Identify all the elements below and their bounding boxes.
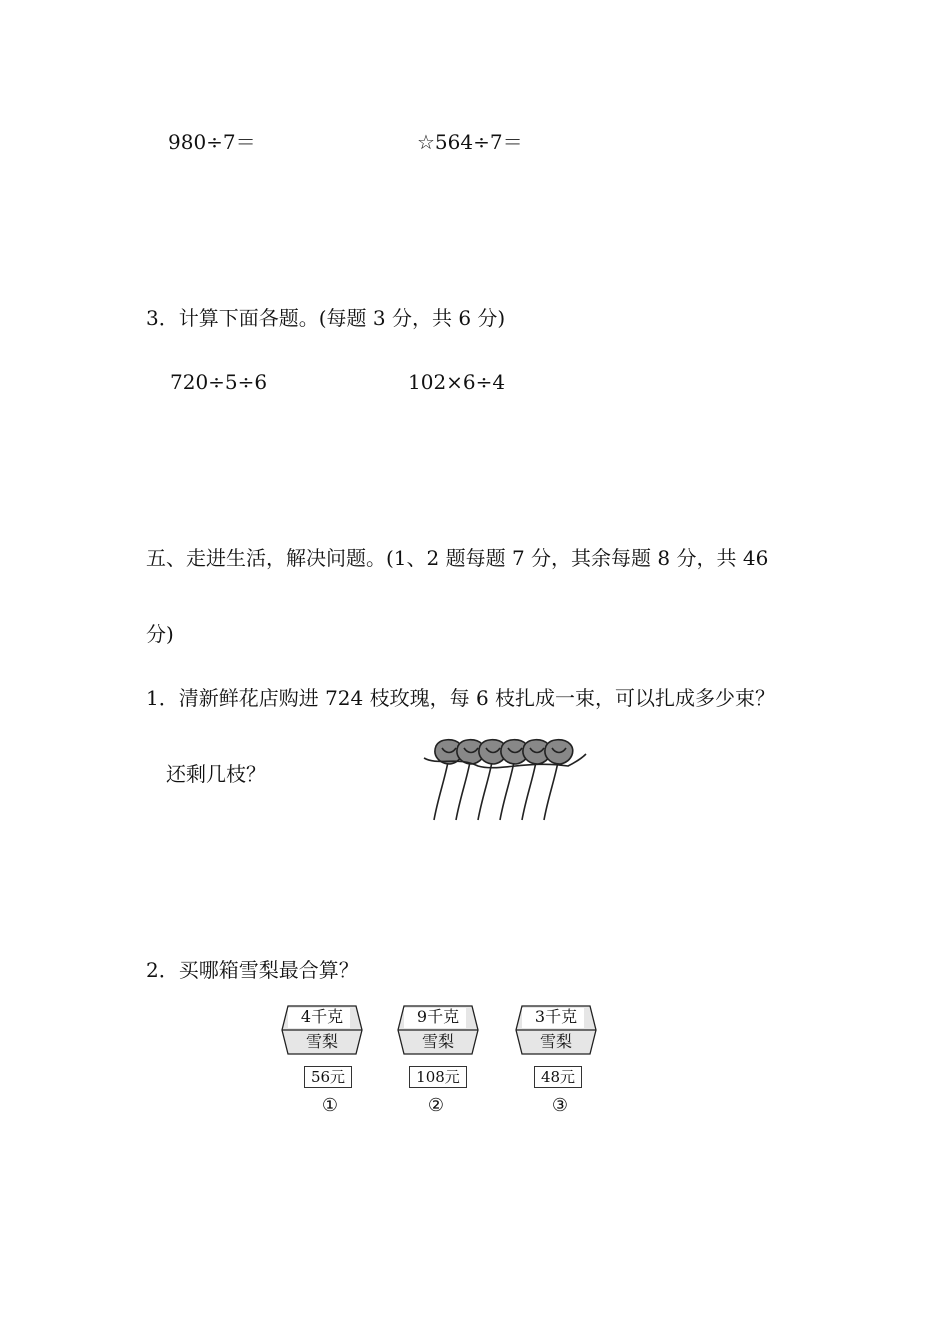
box-3-weight: 3千克 (534, 1007, 578, 1026)
p1-question-cont: 还剩几枝？ (166, 762, 266, 786)
rose-stem (456, 762, 470, 820)
p2-question: 2．买哪箱雪梨最合算？ (146, 958, 359, 982)
box-3-label: ③ (551, 1095, 569, 1116)
q3-expr-left: 720÷5÷6 (170, 370, 268, 394)
box-3-price: 48元 (534, 1066, 582, 1088)
calc-980-div-7: 980÷7＝ (168, 130, 256, 154)
q3-expr-right: 102×6÷4 (408, 370, 506, 394)
rose-stem (522, 762, 536, 820)
rose-stem (434, 762, 448, 820)
box-1-price: 56元 (304, 1066, 352, 1088)
roses-illustration (418, 736, 588, 822)
pear-box-2 (396, 1004, 480, 1056)
section5-title-cont: 分) (146, 622, 174, 646)
box-2-weight: 9千克 (416, 1007, 460, 1026)
q3-title: 3．计算下面各题。(每题 3 分，共 6 分) (146, 306, 506, 330)
box-2-price: 108元 (409, 1066, 467, 1088)
rose-stem (544, 762, 558, 820)
box-2-label: ② (427, 1095, 445, 1116)
box-3-name: 雪梨 (539, 1032, 572, 1051)
section5-title: 五、走进生活，解决问题。(1、2 题每题 7 分，其余每题 8 分，共 46 (146, 546, 769, 570)
box-1-weight: 4千克 (300, 1007, 344, 1026)
box-1-name: 雪梨 (305, 1032, 338, 1051)
box-1-label: ① (321, 1095, 339, 1116)
rose-stem (478, 762, 492, 820)
p1-question: 1．清新鲜花店购进 724 枝玫瑰，每 6 枝扎成一束，可以扎成多少束？ (146, 686, 776, 710)
pear-box-1 (280, 1004, 364, 1056)
box-2-name: 雪梨 (421, 1032, 454, 1051)
calc-564-div-7: ☆564÷7＝ (417, 130, 523, 154)
pear-box-3 (514, 1004, 598, 1056)
rose-stem (500, 762, 514, 820)
